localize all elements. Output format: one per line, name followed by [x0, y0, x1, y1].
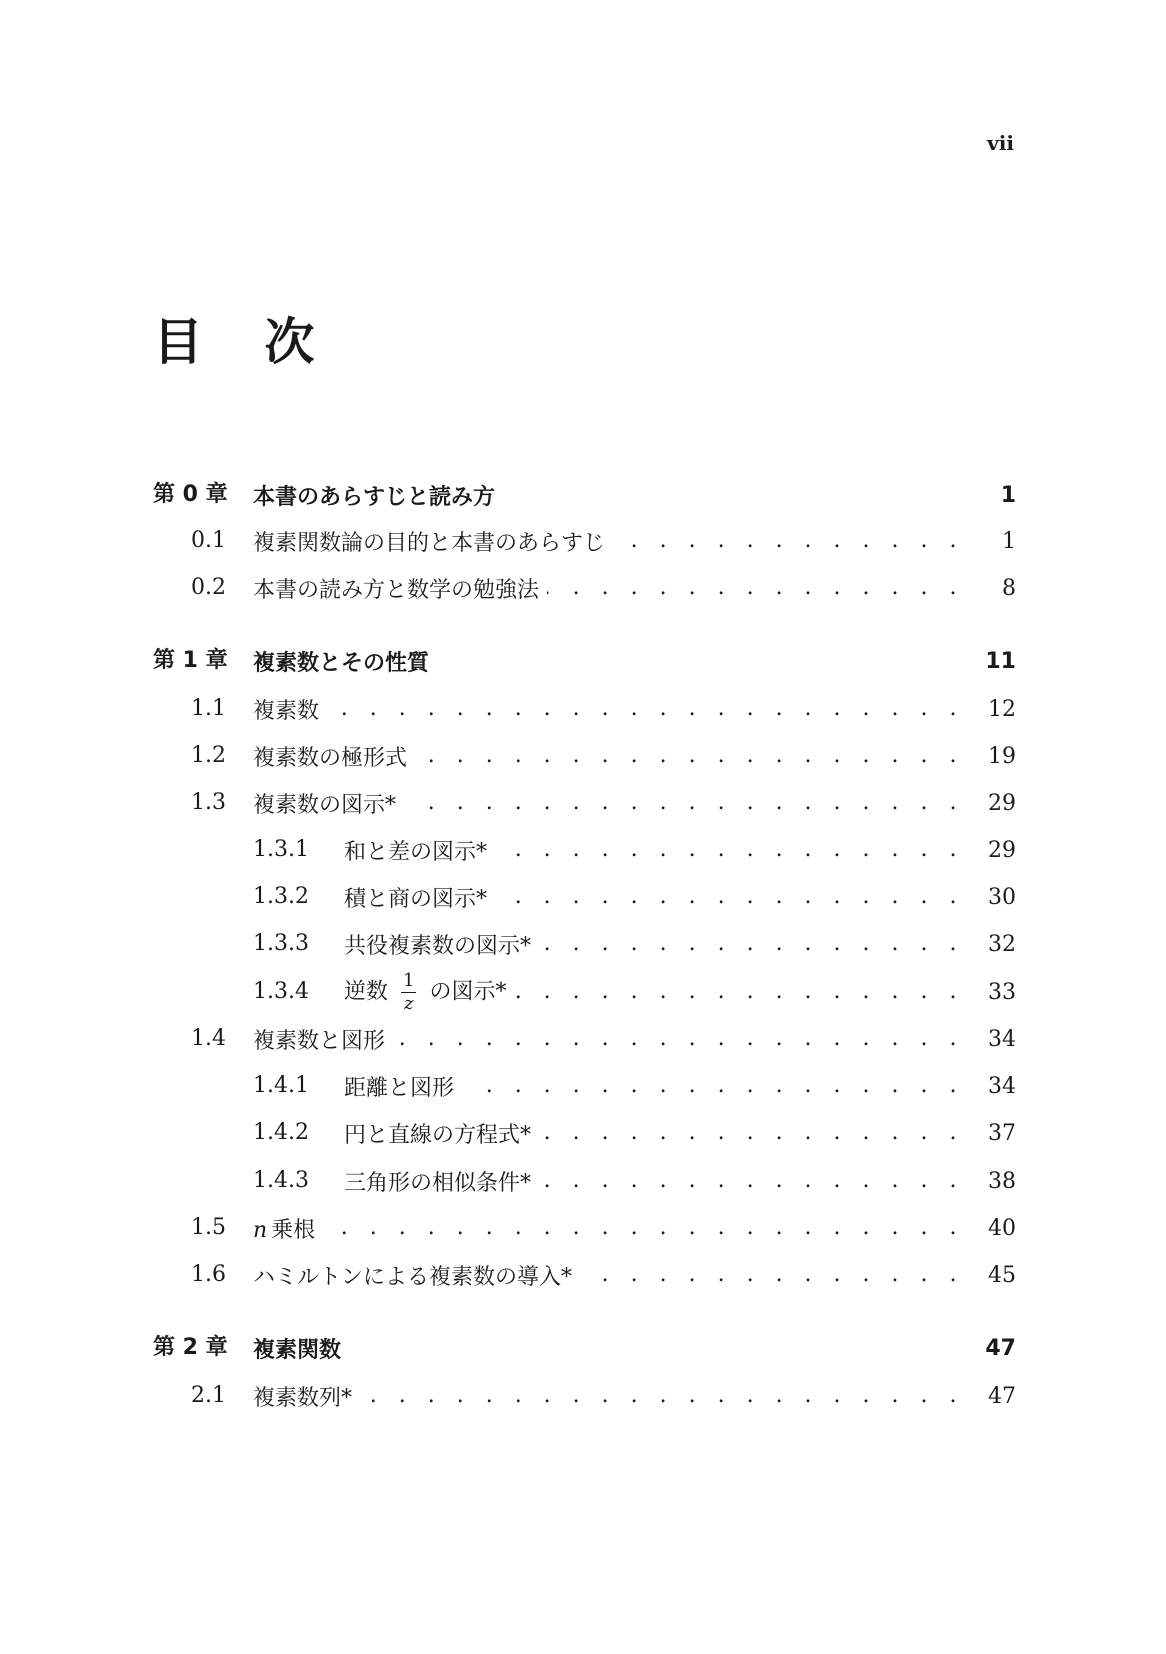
toc-section-1-1[interactable] [0, 691, 1166, 727]
toc-subsection-1-4-2[interactable] [0, 1115, 1166, 1151]
title-prefix: 逆数 [344, 979, 389, 1004]
section-number: 1.2 [191, 743, 226, 768]
page-ref: 37 [964, 1121, 1016, 1146]
dot-leader [393, 1021, 964, 1057]
fraction-numerator: 1 [403, 969, 415, 991]
section-number: 1.5 [191, 1215, 226, 1240]
toc-section-1-5[interactable] [0, 1210, 1166, 1246]
subsection-number: 1.4.2 [253, 1120, 309, 1145]
chapter-number: 第 0 章 [153, 482, 228, 507]
section-number: 1.1 [191, 696, 226, 721]
dot-leader [404, 785, 964, 821]
dot-leader [327, 691, 964, 727]
title-suffix: の図示* [429, 979, 507, 1004]
toc-chapter-1[interactable] [0, 643, 1166, 679]
subsection-title: 距離と図形 [344, 1071, 462, 1102]
section-title: 複素数列* [253, 1381, 360, 1412]
section-number: 1.6 [191, 1262, 226, 1287]
section-number: 0.1 [191, 528, 226, 553]
page-ref: 38 [964, 1169, 1016, 1194]
dot-leader [415, 738, 964, 774]
dot-leader [495, 832, 964, 868]
dot-leader [580, 1257, 964, 1293]
subsection-title: 円と直線の方程式* [344, 1118, 539, 1149]
section-title: 複素数の極形式 [253, 741, 415, 772]
page-ref: 19 [964, 744, 1016, 769]
dot-leader [360, 1378, 964, 1414]
page-ref: 1 [964, 483, 1016, 508]
toc-section-0-2[interactable] [0, 570, 1166, 606]
page-ref: 34 [964, 1027, 1016, 1052]
subsection-number: 1.3.1 [253, 837, 309, 862]
section-title: 複素数の図示* [253, 788, 404, 819]
section-number: 1.4 [191, 1026, 226, 1051]
section-title: ハミルトンによる複素数の導入* [253, 1260, 580, 1291]
section-title [253, 1213, 323, 1244]
page-ref: 32 [964, 932, 1016, 957]
dot-leader [539, 1163, 964, 1199]
page-ref: 47 [964, 1384, 1016, 1409]
toc-subsection-1-4-3[interactable] [0, 1163, 1166, 1199]
fraction-denominator: z [404, 992, 414, 1014]
toc-subsection-1-3-4[interactable] [0, 969, 1166, 1014]
section-title: 複素数 [253, 694, 327, 725]
toc-section-1-6[interactable] [0, 1257, 1166, 1293]
toc-section-1-2[interactable] [0, 738, 1166, 774]
chapter-title: 本書のあらすじと読み方 [253, 480, 503, 511]
toc-subsection-1-4-1[interactable] [0, 1068, 1166, 1104]
page-ref: 12 [964, 697, 1016, 722]
page-title: 目 次 [153, 313, 337, 371]
dot-leader [514, 974, 964, 1010]
subsection-number: 1.3.2 [253, 884, 309, 909]
section-number: 1.3 [191, 790, 226, 815]
toc-section-1-4[interactable] [0, 1021, 1166, 1057]
title-text: 乗根 [271, 1217, 316, 1243]
dot-leader [539, 926, 964, 962]
subsection-number: 1.3.3 [253, 931, 309, 956]
page-ref: 11 [964, 649, 1016, 674]
chapter-title: 複素関数 [253, 1333, 349, 1364]
page-ref: 45 [964, 1263, 1016, 1288]
subsection-title: 和と差の図示* [344, 835, 495, 866]
section-number: 2.1 [191, 1383, 226, 1408]
page-ref: 40 [964, 1216, 1016, 1241]
toc-chapter-2[interactable] [0, 1330, 1166, 1366]
section-title: 本書の読み方と数学の勉強法 [253, 573, 547, 604]
dot-leader [323, 1210, 964, 1246]
page-ref: 29 [964, 838, 1016, 863]
toc-chapter-0[interactable] [0, 477, 1166, 513]
toc-section-1-3[interactable] [0, 785, 1166, 821]
page-number: vii [987, 131, 1014, 155]
dot-leader [613, 523, 964, 559]
chapter-number: 第 1 章 [153, 648, 228, 673]
section-number: 0.2 [191, 575, 226, 600]
page-ref: 30 [964, 885, 1016, 910]
page-ref: 29 [964, 791, 1016, 816]
dot-leader [495, 879, 964, 915]
page-ref: 1 [964, 529, 1016, 554]
page-ref: 8 [964, 576, 1016, 601]
subsection-number: 1.4.1 [253, 1073, 309, 1098]
fraction-one-over-z [401, 969, 416, 1014]
subsection-number: 1.4.3 [253, 1168, 309, 1193]
toc-section-0-1[interactable] [0, 523, 1166, 559]
subsection-title: 三角形の相似条件* [344, 1166, 539, 1197]
dot-leader [462, 1068, 964, 1104]
subsection-number: 1.3.4 [253, 979, 309, 1004]
page-ref: 33 [964, 980, 1016, 1005]
dot-leader [547, 570, 964, 606]
subsection-title: 共役複素数の図示* [344, 929, 539, 960]
subsection-title [344, 969, 514, 1014]
page-ref: 47 [964, 1336, 1016, 1361]
chapter-title: 複素数とその性質 [253, 646, 437, 677]
section-title: 複素数と図形 [253, 1024, 393, 1055]
chapter-number: 第 2 章 [153, 1335, 228, 1360]
page-ref: 34 [964, 1074, 1016, 1099]
math-variable-n: n [253, 1217, 268, 1243]
toc-subsection-1-3-1[interactable] [0, 832, 1166, 868]
toc-subsection-1-3-3[interactable] [0, 926, 1166, 962]
section-title: 複素関数論の目的と本書のあらすじ [253, 526, 613, 557]
toc-section-2-1[interactable] [0, 1378, 1166, 1414]
dot-leader [539, 1115, 964, 1151]
toc-subsection-1-3-2[interactable] [0, 879, 1166, 915]
subsection-title: 積と商の図示* [344, 882, 495, 913]
